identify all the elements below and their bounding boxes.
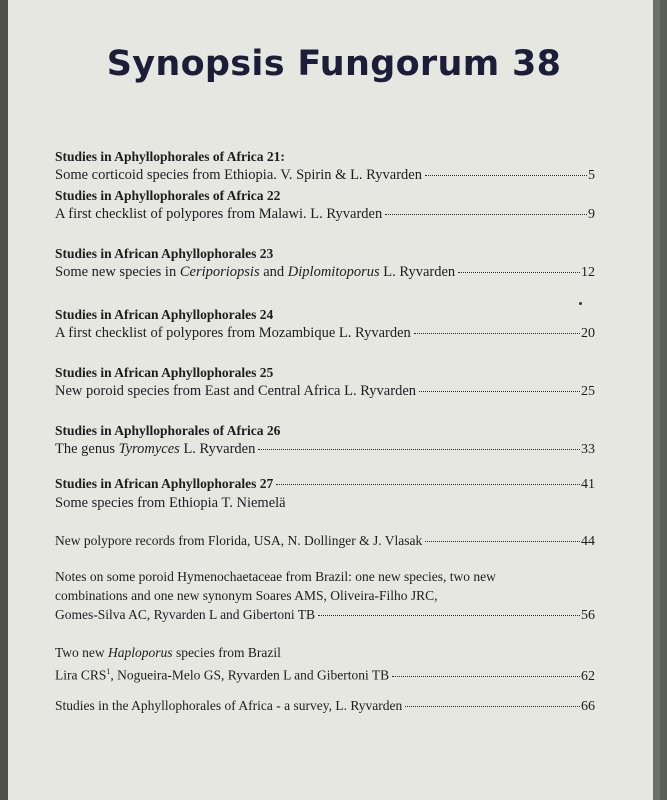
contents-page — [8, 0, 660, 800]
page-edge-shadow — [653, 0, 660, 800]
entry-line — [55, 662, 595, 686]
entry-heading: Studies in Aphyllophorales of Africa 22 — [55, 188, 281, 203]
entry-text-line-1: Notes on some poroid Hymenochaetaceae from Brazil: one new species, two new — [55, 569, 496, 584]
entry-heading: Studies in African Aphyllophorales 23 — [55, 246, 274, 261]
page-number: 66 — [581, 699, 595, 714]
toc-entry-survey — [55, 696, 595, 716]
entry-text-line-2: combinations and one new synonym Soares AMS, Oliveira-Filho JRC, — [55, 588, 438, 603]
dot-leader — [425, 541, 580, 542]
toc-entry-27 — [55, 474, 595, 513]
entry-line — [55, 605, 595, 625]
page-number: 41 — [581, 477, 595, 492]
page-number: 9 — [588, 207, 595, 222]
entry-heading: Studies in Aphyllophorales of Africa 21: — [55, 149, 285, 164]
book-spine-shadow — [0, 0, 8, 800]
dot-leader — [276, 484, 580, 485]
entry-text-line-1: Two new Haploporus species from Brazil — [55, 645, 281, 660]
dot-leader — [258, 449, 580, 450]
dot-leader — [392, 676, 580, 677]
toc-entry-24 — [55, 305, 595, 343]
entry-heading: Studies in African Aphyllophorales 25 — [55, 365, 274, 380]
page-number: 56 — [581, 608, 595, 623]
print-speck — [579, 302, 582, 305]
entry-text-line-3: Gomes-Silva AC, Ryvarden L and Gibertoni TB — [55, 607, 316, 622]
toc-entry-haploporus — [55, 643, 595, 686]
entry-text: The genus Tyromyces L. Ryvarden — [55, 441, 256, 457]
page-number: 25 — [581, 384, 595, 399]
entry-line — [55, 494, 595, 513]
entry-line — [55, 166, 595, 185]
page-number: 5 — [588, 168, 595, 183]
entry-heading: Studies in African Aphyllophorales 24 — [55, 307, 274, 322]
page-number: 20 — [581, 326, 595, 341]
entry-text-line-2: Lira CRS$^1$, Nogueira-Melo GS, Ryvarden L and Gibertoni TB — [55, 667, 390, 683]
toc-entry-florida — [55, 531, 595, 551]
entry-text: Some new species in Ceriporiopsis and Diplomitoporus L. Ryvarden — [55, 264, 456, 280]
entry-line — [55, 440, 595, 459]
genus-name: Tyromyces — [118, 441, 180, 457]
toc-entry-26 — [55, 421, 595, 459]
entry-heading: Studies in African Aphyllophorales 27 — [55, 476, 274, 491]
entry-text: Studies in the Aphyllophorales of Africa - a survey, L. Ryvarden — [55, 698, 403, 713]
genus-name: Haploporus — [108, 645, 173, 660]
entry-text: Some corticoid species from Ethiopia. V. Spirin & L. Ryvarden — [55, 167, 422, 183]
entry-text: New poroid species from East and Central Africa L. Ryvarden — [55, 383, 416, 399]
toc-entry-25 — [55, 363, 595, 401]
dot-leader — [414, 333, 580, 334]
entry-heading-line — [55, 474, 595, 494]
page-title: Synopsis Fungorum 38 — [106, 44, 562, 84]
dot-leader — [419, 391, 580, 392]
dot-leader — [385, 214, 587, 215]
entry-heading: Studies in Aphyllophorales of Africa 26 — [55, 423, 281, 438]
toc-entry-21 — [55, 147, 595, 185]
genus-name: Ceriporiopsis — [179, 264, 260, 280]
page-number: 33 — [581, 442, 595, 457]
dot-leader — [405, 706, 580, 707]
page-number: 12 — [581, 265, 595, 280]
genus-name: Diplomitoporus — [287, 264, 380, 280]
entry-text: New polypore records from Florida, USA, N. Dollinger & J. Vlasak — [55, 533, 423, 548]
entry-line — [55, 696, 595, 716]
entry-line — [55, 263, 595, 282]
affiliation-superscript: 1 — [106, 667, 111, 676]
entry-line — [55, 382, 595, 401]
entry-text: Some species from Ethiopia T. Niemelä — [55, 495, 286, 511]
entry-line — [55, 205, 595, 224]
entry-line — [55, 324, 595, 343]
entry-text: A first checklist of polypores from Mozambique L. Ryvarden — [55, 325, 411, 341]
dot-leader — [458, 272, 580, 273]
toc-entry-23 — [55, 244, 595, 282]
entry-text: A first checklist of polypores from Malawi. L. Ryvarden — [55, 206, 383, 222]
dot-leader — [425, 175, 587, 176]
toc-entry-hymenochaetaceae — [55, 567, 595, 625]
page-number: 62 — [581, 668, 595, 684]
toc-entry-22 — [55, 186, 595, 224]
dot-leader — [318, 615, 580, 616]
page-number: 44 — [581, 534, 595, 549]
entry-line — [55, 531, 595, 551]
